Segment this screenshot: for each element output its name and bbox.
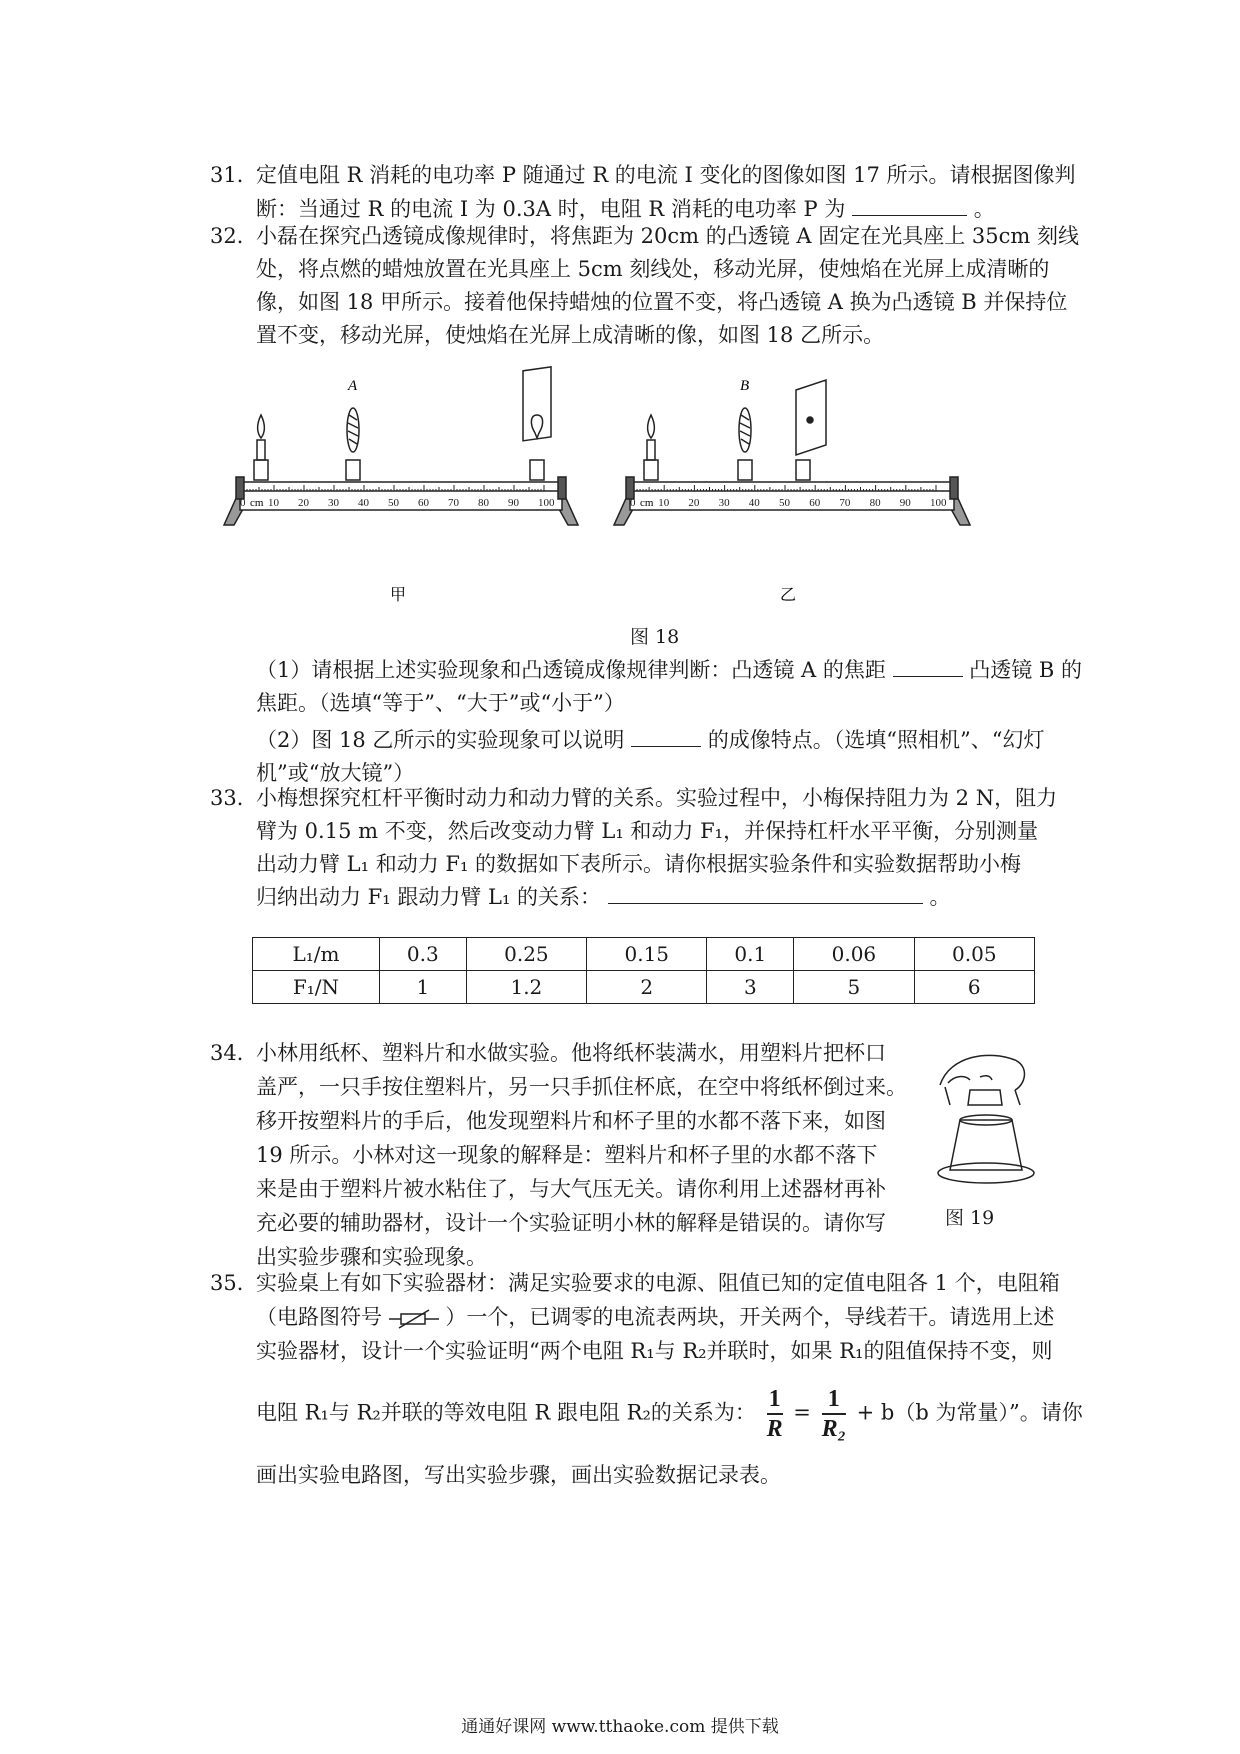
question-text-line: 实验器材，设计一个实验证明“两个电阻 R₁与 R₂并联时，如果 R₁的阻值保持不变，则 xyxy=(256,1339,1053,1363)
fraction-denominator: R₂ xyxy=(821,1416,846,1442)
ruler-tick-label: 100 xyxy=(930,497,947,509)
answer-blank[interactable] xyxy=(608,883,923,904)
ruler-tick-label: 60 xyxy=(809,497,821,509)
ruler-tick-label: 40 xyxy=(748,497,760,509)
question-text-line xyxy=(256,722,1045,758)
question-text-line: 定值电阻 R 消耗的电功率 P 随通过 R 的电流 I 变化的图像如图 17 所示。请根据图像判 xyxy=(256,163,1076,187)
figure-18-diagram xyxy=(230,378,1090,615)
unit-label-right: cm xyxy=(640,497,654,509)
table-cell: 1 xyxy=(379,971,466,1004)
table-row xyxy=(253,971,1035,1004)
question-text: （2）图 18 乙所示的实验现象可以说明 xyxy=(256,728,625,752)
page-footer: 通通好课网 www.tthaoke.com 提供下载 xyxy=(461,1717,779,1737)
question-text-line: 盖严，一只手按住塑料片，另一只手抓住杯底，在空中将纸杯倒过来。 xyxy=(256,1075,907,1099)
ruler-tick-label: 10 xyxy=(658,497,670,509)
answer-blank[interactable] xyxy=(893,656,963,677)
question-number: 33． xyxy=(210,786,258,810)
table-cell: 0.1 xyxy=(707,938,794,971)
ruler-tick-label: 0 xyxy=(240,497,246,509)
ruler-tick-label: 20 xyxy=(688,497,700,509)
figure-18-left-label: 甲 xyxy=(390,585,407,604)
table-row-header: F₁/N xyxy=(253,971,380,1004)
ruler-tick-label: 0 xyxy=(630,497,636,509)
table-cell: 0.15 xyxy=(587,938,707,971)
ruler-tick-label: 100 xyxy=(538,497,555,509)
table-cell: 0.05 xyxy=(914,938,1034,971)
figure-18-caption: 图 18 xyxy=(630,626,680,648)
question-text-line: 来是由于塑料片被水粘住了，与大气压无关。请你利用上述器材再补 xyxy=(256,1177,886,1201)
lens-a-label: A xyxy=(348,378,358,394)
question-text-line: 移开按塑料片的手后，他发现塑料片和杯子里的水都不落下来，如图 xyxy=(256,1109,886,1133)
question-text-line xyxy=(256,1385,1083,1443)
fraction-numerator: 1 xyxy=(827,1386,840,1412)
question-text-line: 出动力臂 L₁ 和动力 F₁ 的数据如下表所示。请你根据实验条件和实验数据帮助小梅 xyxy=(256,852,1022,876)
answer-blank[interactable] xyxy=(631,726,701,747)
question-text-line: 实验桌上有如下实验器材：满足实验要求的电源、阻值已知的定值电阻各 1 个，电阻箱 xyxy=(256,1271,1060,1295)
ruler-tick-label: 30 xyxy=(328,497,339,509)
table-cell: 2 xyxy=(587,971,707,1004)
table-cell: 0.06 xyxy=(794,938,914,971)
ruler-tick-label: 70 xyxy=(448,497,459,509)
ruler-tick-label: 30 xyxy=(718,497,730,509)
question-text: ）一个，已调零的电流表两块，开关两个，导线若干。请选用上述 xyxy=(445,1305,1055,1329)
question-text-line: 小林用纸杯、塑料片和水做实验。他将纸杯装满水，用塑料片把杯口 xyxy=(256,1041,886,1065)
question-text: 电阻 R₁与 R₂并联的等效电阻 R 跟电阻 R₂的关系为： xyxy=(256,1400,756,1425)
fraction-denominator: R xyxy=(766,1416,783,1442)
ruler-tick-label: 80 xyxy=(478,497,489,509)
ruler-tick-label: 10 xyxy=(268,497,279,509)
table-cell: 1.2 xyxy=(466,971,586,1004)
question-text: （电路图符号 xyxy=(256,1305,382,1329)
fraction-1-over-r xyxy=(767,1385,783,1443)
question-text-line: 小磊在探究凸透镜成像规律时，将焦距为 20cm 的凸透镜 A 固定在光具座上 35cm 刻线 xyxy=(256,224,1080,248)
question-text: 归纳出动力 F₁ 跟动力臂 L₁ 的关系： xyxy=(256,885,602,909)
table-row xyxy=(253,938,1035,971)
question-text-line: 臂为 0.15 m 不变，然后改变动力臂 L₁ 和动力 F₁，并保持杠杆水平平衡，分别测量 xyxy=(256,819,1039,843)
ruler-tick-label: 40 xyxy=(358,497,369,509)
question-text-line: 充必要的辅助器材，设计一个实验证明小林的解释是错误的。请你写 xyxy=(256,1211,886,1235)
table-row-header: L₁/m xyxy=(253,938,380,971)
table-cell: 5 xyxy=(794,971,914,1004)
table-cell: 3 xyxy=(707,971,794,1004)
question-text: （1）请根据上述实验现象和凸透镜成像规律判断：凸透镜 A 的焦距 xyxy=(256,658,886,682)
table-cell: 6 xyxy=(914,971,1034,1004)
table-cell: 0.3 xyxy=(379,938,466,971)
table-cell: 0.25 xyxy=(466,938,586,971)
question-text-line: 出实验步骤和实验现象。 xyxy=(256,1245,487,1269)
figure-19-caption: 图 19 xyxy=(945,1207,995,1229)
question-number: 35． xyxy=(210,1271,258,1295)
question-text-line xyxy=(256,879,950,915)
ruler-tick-label: 90 xyxy=(508,497,519,509)
ruler-tick-label: 80 xyxy=(869,497,881,509)
question-text-line: 机”或“放大镜”） xyxy=(256,761,415,785)
unit-label-left: cm xyxy=(250,497,264,509)
ruler-tick-label: 20 xyxy=(298,497,309,509)
equals-sign: = xyxy=(793,1400,811,1425)
ruler-tick-label: 60 xyxy=(418,497,429,509)
figure-19-cup xyxy=(930,1045,1050,1195)
ruler-tick-label: 90 xyxy=(899,497,911,509)
question-text: 。 xyxy=(929,885,951,909)
question-text-line: 画出实验电路图，写出实验步骤，画出实验数据记录表。 xyxy=(256,1463,781,1487)
data-table xyxy=(252,937,1035,1004)
lens-b-label: B xyxy=(740,378,750,394)
question-text-line: 焦距。（选填“等于”、“大于”或“小于”） xyxy=(256,691,625,715)
question-text-line xyxy=(256,1299,1054,1335)
question-text-line: 小梅想探究杠杆平衡时动力和动力臂的关系。实验过程中，小梅保持阻力为 2 N，阻力 xyxy=(256,786,1058,810)
answer-blank[interactable] xyxy=(852,195,967,216)
question-text-line: 像，如图 18 甲所示。接着他保持蜡烛的位置不变，将凸透镜 A 换为凸透镜 B 并保持位 xyxy=(256,290,1068,314)
resistance-box-symbol-icon xyxy=(389,1308,439,1330)
question-number: 32． xyxy=(210,224,258,248)
fraction-numerator: 1 xyxy=(768,1386,781,1412)
ruler-tick-label: 50 xyxy=(388,497,399,509)
fraction-1-over-r2 xyxy=(822,1385,846,1443)
question-text: 凸透镜 B 的 xyxy=(969,658,1083,682)
question-text: 断：当通过 R 的电流 I 为 0.3A 时，电阻 R 消耗的电功率 P 为 xyxy=(256,197,846,221)
figure-18-right-label: 乙 xyxy=(780,585,797,604)
question-text-line: 处，将点燃的蜡烛放置在光具座上 5cm 刻线处，移动光屏，使烛焰在光屏上成清晰的 xyxy=(256,257,1050,281)
question-text-line: 置不变，移动光屏，使烛焰在光屏上成清晰的像，如图 18 乙所示。 xyxy=(256,323,885,347)
question-text-line xyxy=(256,652,1082,688)
question-text-line: 19 所示。小林对这一现象的解释是：塑料片和杯子里的水都不落下 xyxy=(256,1143,878,1167)
ruler-tick-label: 70 xyxy=(839,497,851,509)
question-text: + b（b 为常量）”。请你 xyxy=(856,1400,1083,1425)
question-text: 的成像特点。（选填“照相机”、“幻灯 xyxy=(707,728,1045,752)
ruler-tick-label: 50 xyxy=(779,497,790,509)
question-text: 。 xyxy=(973,197,995,221)
question-number: 31． xyxy=(210,163,258,187)
question-number: 34． xyxy=(210,1041,258,1065)
